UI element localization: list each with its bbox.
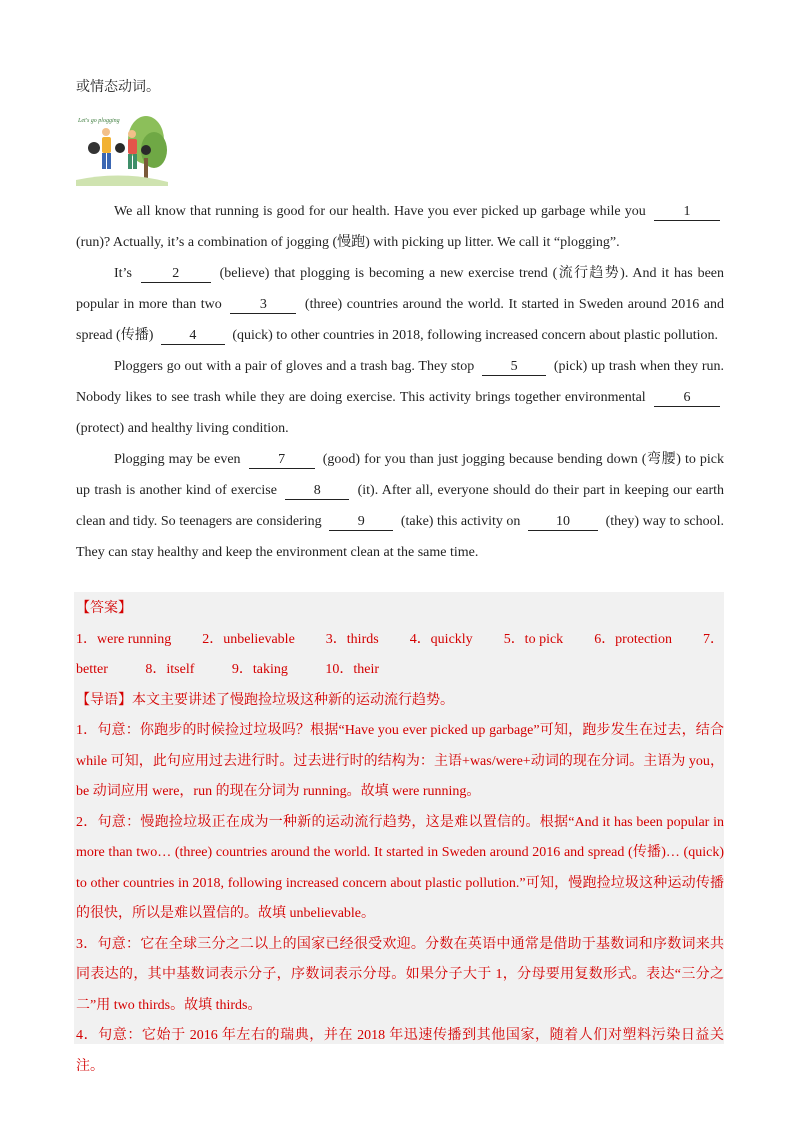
explanation-4: 4．句意：它始于 2016 年左右的瑞典，并在 2018 年迅速传播到其他国家，随着人们对塑料污染日益关注。 bbox=[76, 1028, 724, 1074]
passage-paragraph-3: Ploggers go out with a pair of gloves and a trash bag. They stop 5 (pick) up trash when they run. Nobody likes to see trash while they are doing exercise. This activity brings together environmental 6 (protect) and healthy living condition. bbox=[76, 359, 725, 436]
blank-4[interactable]: 4 bbox=[161, 328, 225, 345]
answer-row-2 bbox=[76, 655, 724, 686]
cloze-passage bbox=[76, 196, 724, 568]
blank-7[interactable]: 7 bbox=[249, 452, 315, 469]
explanation-2: 2．句意：慢跑捡垃圾正在成为一种新的运动流行趋势，这是难以置信的。根据“And it has been popular in more than two… (three) countries around the world. It started in Sweden around 2016 and spread (传播)… (quick) to other countries in 2018, following increased concern about plastic pollution.”可知，慢跑捡垃圾这种运动传播的很快，所以是难以置信的。故填 unbelievable。 bbox=[76, 814, 724, 921]
explanation-1: 1．句意：你跑步的时候捡过垃圾吗？根据“Have you ever picked up garbage”可知，跑步发生在过去，结合 while 可知，此句应用过去进行时。过去进行时的结构为：主语+was/were+动词的现在分词。主语为 you，be 动词应用 were，run 的现在分词为 running。故填 were running。 bbox=[76, 723, 724, 799]
blank-9[interactable]: 9 bbox=[329, 514, 393, 531]
passage-paragraph-2: It’s 2 (believe) that plogging is becoming a new exercise trend (流行趋势). And it has been popular in more than two 3 (three) countries around the world. It started in Sweden around 2016 and spread (传播) 4 (quick) to other countries in 2018, following increased concern about plastic pollution. bbox=[76, 266, 725, 343]
answer-item: 3．thirds bbox=[325, 631, 379, 647]
answer-heading: 【答案】 bbox=[76, 601, 132, 616]
answer-item: 4．quickly bbox=[409, 631, 473, 647]
blank-6[interactable]: 6 bbox=[654, 390, 720, 407]
answer-item: 8．itself bbox=[145, 662, 195, 677]
blank-2[interactable]: 2 bbox=[141, 266, 211, 283]
answer-guide: 【导语】本文主要讲述了慢跑捡垃圾这种新的运动流行趋势。 bbox=[76, 692, 454, 708]
blank-5[interactable]: 5 bbox=[482, 359, 546, 376]
illustration-caption: Let's go plogging bbox=[78, 118, 120, 124]
answer-item: 6．protection bbox=[594, 631, 672, 647]
explanation-3: 3．句意：它在全球三分之二以上的国家已经很受欢迎。分数在英语中通常是借助于基数词和序数词来共同表达的，其中基数词表示分子，序数词表示分母。如果分子大于 1，分母要用复数形式。表达“三分之二”用 two thirds。故填 thirds。 bbox=[76, 936, 724, 1013]
answer-section bbox=[76, 594, 724, 1082]
blank-10[interactable]: 10 bbox=[528, 514, 598, 531]
passage-paragraph-1: We all know that running is good for our health. Have you ever picked up garbage while you 1 (run)? Actually, it’s a combination of jogging (慢跑) with picking up litter. We call it “plogging”. bbox=[76, 196, 724, 258]
answer-item: 1．were running bbox=[76, 631, 172, 647]
answer-item: 7． bbox=[702, 631, 724, 647]
blank-8[interactable]: 8 bbox=[285, 483, 349, 500]
intro-text: 或情态动词。 bbox=[76, 80, 160, 95]
answer-item: 10．their bbox=[325, 662, 380, 677]
answer-row-1 bbox=[76, 625, 724, 656]
plogging-illustration bbox=[76, 110, 168, 186]
blank-1[interactable]: 1 bbox=[654, 204, 720, 221]
answer-item: 5．to pick bbox=[503, 631, 564, 647]
passage-paragraph-4: Plogging may be even 7 (good) for you than just jogging because bending down (弯腰) to pick up trash is another kind of exercise 8 (it). After all, everyone should do their part in keeping our earth clean and tidy. So teenagers are considering 9 (take) this activity on 10 (they) way to school. They can stay healthy and keep the environment clean at the same time. bbox=[76, 452, 725, 560]
answer-item: 2．unbelievable bbox=[202, 631, 295, 647]
blank-3[interactable]: 3 bbox=[230, 297, 296, 314]
answer-item: 9．taking bbox=[231, 662, 288, 677]
answer-item: better bbox=[76, 662, 108, 677]
